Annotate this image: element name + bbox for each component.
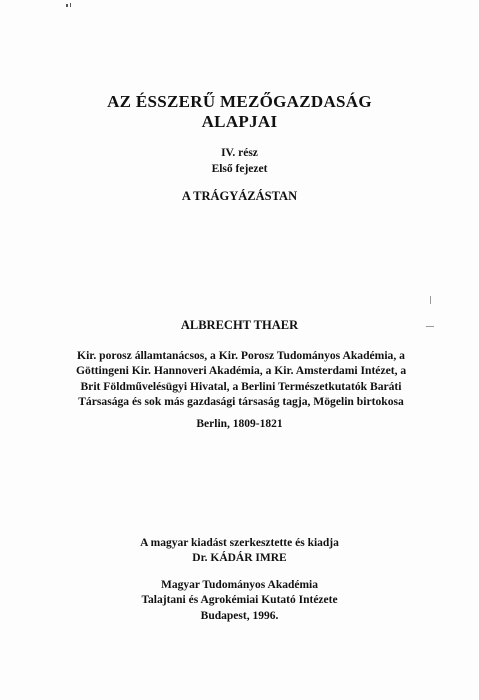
affiliation-line: Kir. porosz államtanácsos, a Kir. Porosz Tudományos Akadémia, a (77, 349, 405, 362)
affiliation-line: Brit Földművelésügyi Hivatal, a Berlini Természetkutatók Baráti (80, 379, 402, 393)
affiliation-line: Göttingeni Kir. Hannoveri Akadémia, a Kir. Amsterdami Intézet, a (76, 364, 407, 378)
editor-line1: A magyar kiadást szerkesztette és kiadja (140, 537, 339, 549)
part-label: IV. rész (221, 147, 258, 159)
origin-line: Berlin, 1809-1821 (196, 418, 283, 430)
book-title-line1: AZ ÉSSZERŰ MEZŐGAZDASÁG (107, 92, 372, 111)
publisher-line1: Magyar Tudományos Akadémia (161, 579, 318, 591)
author-name: ALBRECHT THAER (180, 318, 299, 332)
publisher-line3: Budapest, 1996. (200, 610, 279, 622)
scan-mark (66, 4, 68, 7)
scan-mark (430, 296, 431, 304)
author-affiliation (76, 348, 406, 410)
editor-line2: Dr. KÁDÁR IMRE (192, 552, 287, 564)
chapter-label: Első fejezet (211, 163, 268, 175)
affiliation-line: Társasága és sok más gazdasági társaság tagja, Mögelin birtokosa (78, 395, 404, 409)
publisher-line2: Talajtani és Agrokémiai Kutató Intézete (141, 594, 338, 606)
book-title-line2: ALAPJAI (201, 112, 278, 131)
subject-title: A TRÁGYÁZÁSTAN (181, 189, 298, 203)
scan-mark (70, 3, 71, 7)
